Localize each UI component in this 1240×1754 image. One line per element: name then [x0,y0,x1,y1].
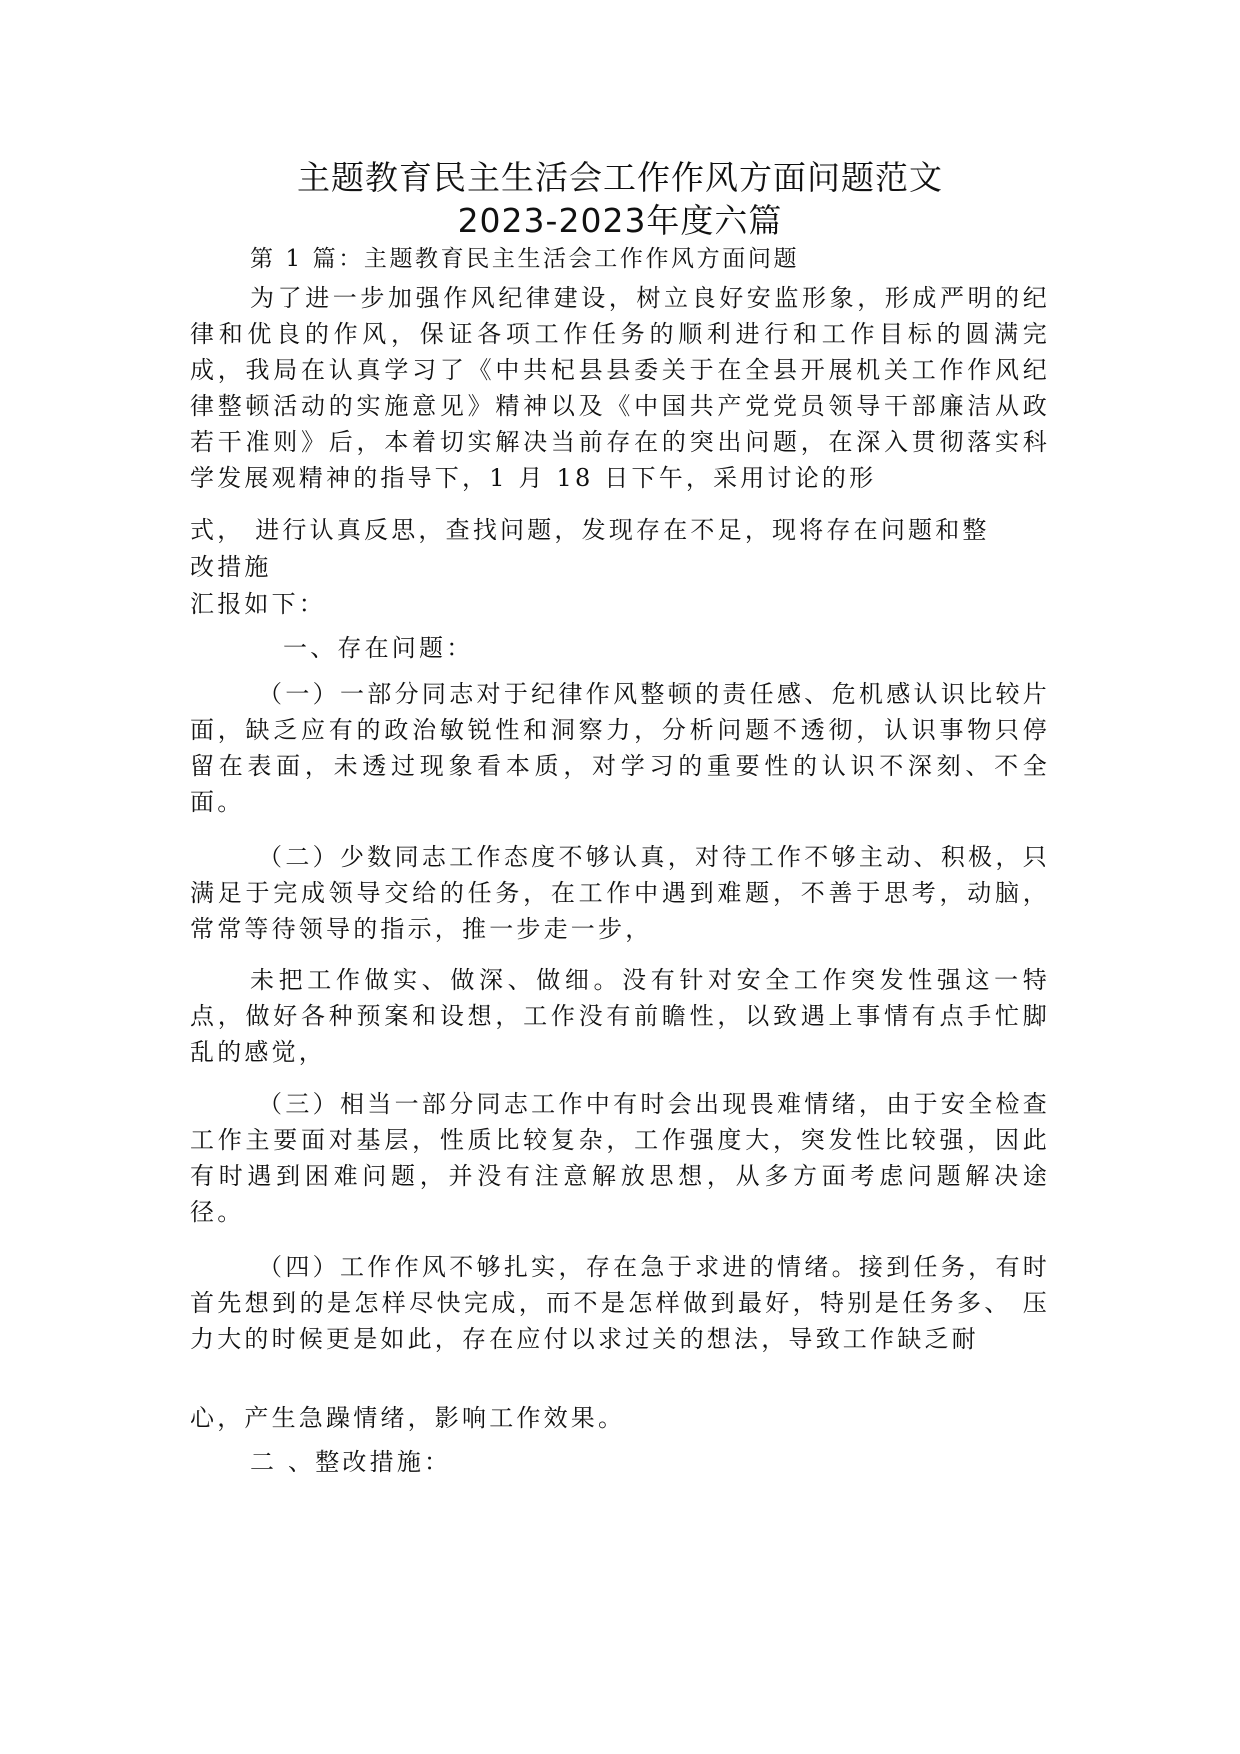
intro-line-3: 改措施 [190,553,272,581]
intro-line-2: 式， 进行认真反思，查找问题，发现存在不足，现将存在问题和整 [190,516,990,544]
problem-item-4-continued: 心，产生急躁情绪，影响工作效果。 [190,1404,626,1432]
intro-line-4: 汇报如下： [190,590,326,618]
document-title-line-2: 2023-2023年度六篇 [457,201,783,240]
problem-item-3: （三）相当一部分同志工作中有时会出现畏难情绪，由于安全检查工作主要面对基层，性质比较复杂，工作强度大，突发性比较强，因此有时遇到困难问题，并没有注意解放思想，从多方面考虑问题解决途径。 [190,1090,1050,1226]
section-heading-measures: 二 、整改措施： [250,1448,452,1476]
intro-paragraph: 为了进一步加强作风纪律建设，树立良好安监形象，形成严明的纪律和优良的作风，保证各项工作任务的顺利进行和工作目标的圆满完成，我局在认真学习了《中共杞县县委关于在全县开展机关工作作风纪律整顿活动的实施意见》精神以及《中国共产党党员领导干部廉洁从政若干准则》后，本着切实解决当前存在的突出问题，在深入贯彻落实科学发展观精神的指导下，1 月 18 日下午，采用讨论的形 [190,284,1050,492]
chapter-heading: 第 1 篇：主题教育民主生活会工作作风方面问题 [250,246,800,272]
problem-item-4: （四）工作作风不够扎实，存在急于求进的情绪。接到任务，有时首先想到的是怎样尽快完成，而不是怎样做到最好，特别是任务多、 压力大的时候更是如此，存在应付以求过关的想法，导致工作缺乏耐 [190,1253,1050,1353]
problem-item-2-continued: 未把工作做实、做深、做细。没有针对安全工作突发性强这一特点，做好各种预案和设想，工作没有前瞻性，以致遇上事情有点手忙脚乱的感觉， [190,966,1050,1066]
problem-item-1: （一）一部分同志对于纪律作风整顿的责任感、危机感认识比较片面，缺乏应有的政治敏锐性和洞察力，分析问题不透彻，认识事物只停留在表面，未透过现象看本质，对学习的重要性的认识不深刻、不全面。 [190,680,1050,816]
document-title-line-1: 主题教育民主生活会工作作风方面问题范文 [297,158,943,197]
section-heading-problems: 一、存在问题： [283,634,474,662]
problem-item-2: （二）少数同志工作态度不够认真，对待工作不够主动、积极，只满足于完成领导交给的任务，在工作中遇到难题，不善于思考，动脑，常常等待领导的指示，推一步走一步， [190,843,1050,943]
